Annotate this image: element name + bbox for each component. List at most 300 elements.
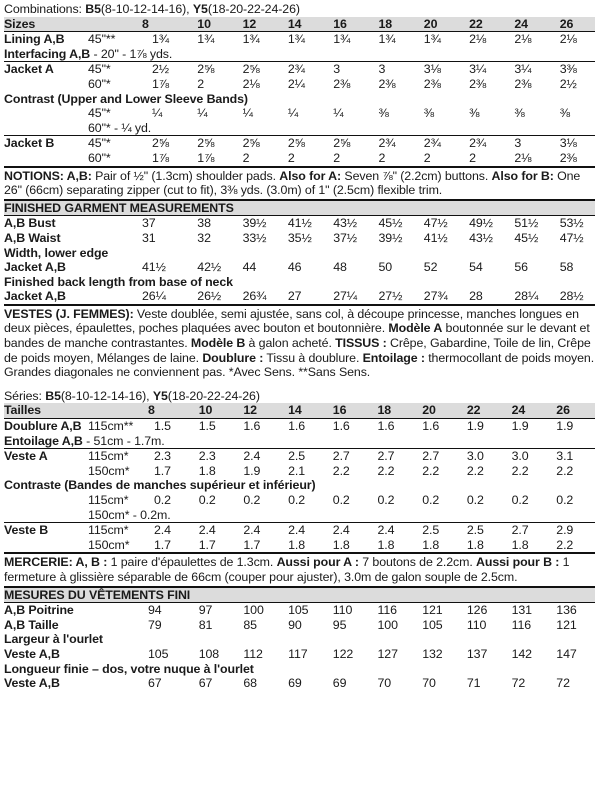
table-cell: à galon acheté. (245, 336, 336, 351)
table-cell: 8 (142, 16, 149, 31)
table-cell: ¼ (333, 106, 344, 121)
table-cell: 90 (288, 617, 302, 632)
table-cell: 41½ (423, 230, 448, 245)
lining-row (4, 31, 595, 47)
doublure-row (4, 418, 595, 434)
table-cell: 1.8 (332, 537, 350, 552)
table-cell: 60"* (88, 150, 111, 165)
table-cell: Sizes (4, 16, 36, 31)
table-cell: 56 (514, 260, 528, 275)
table-cell: 45½ (378, 216, 403, 231)
table-cell: 150cm* (88, 537, 130, 552)
table-cell: 22 (466, 403, 481, 418)
table-cell: 121 (422, 603, 443, 618)
table-cell: 115cm* (88, 523, 129, 538)
table-cell: 116 (511, 617, 532, 632)
table-cell: 108 (198, 646, 220, 661)
table-cell: 110 (466, 617, 487, 632)
table-cell: Y5 (152, 388, 168, 403)
table-cell: One 26" (66cm) separating zipper (cut to fit), 3⅜ yds. (3.0m) of 1" (2.5cm) flexible trim. (4, 168, 581, 198)
table-cell: 53½ (559, 216, 584, 231)
table-cell: 1⅞ (197, 150, 215, 165)
table-cell: A,B Taille (4, 617, 59, 632)
table-cell: 1.8 (511, 537, 529, 552)
table-cell: Jacket A,B (4, 289, 66, 304)
table-cell: 2⅛ (242, 76, 260, 91)
table-cell: 1.9 (511, 419, 529, 434)
table-cell: 3⅜ (559, 62, 577, 77)
table-cell: 1.8 (288, 537, 306, 552)
interfacing-row (4, 47, 595, 62)
contrast-label: Contrast (Upper and Lower Sleeve Bands) (4, 91, 248, 106)
table-cell: 2.4 (288, 523, 306, 538)
table-cell: 32 (197, 230, 211, 245)
notions-paragraph (4, 166, 595, 199)
jacket-b-row-1 (4, 135, 595, 151)
table-cell: 71 (466, 676, 481, 691)
table-cell: 10 (198, 403, 213, 418)
table-cell: 0.2 (556, 493, 574, 507)
jacket-b-row-2 (4, 151, 595, 166)
table-cell: ¼ (242, 106, 253, 121)
table-cell: B5 (45, 388, 61, 403)
table-cell: 1.6 (332, 419, 350, 434)
spacer-cell (4, 538, 88, 553)
table-cell: 2⅝ (242, 62, 260, 77)
table-cell: 2.2 (511, 463, 529, 478)
table-cell: 3¼ (469, 62, 487, 77)
table-cell: 2⅛ (559, 32, 577, 47)
table-cell: 2.9 (556, 523, 574, 538)
contrast-note: 60"* - ¼ yd. (88, 120, 152, 135)
table-cell: Jacket B (4, 136, 55, 151)
table-cell: 49½ (469, 216, 493, 231)
table-cell: 2.4 (243, 523, 261, 538)
table-cell: ⅜ (423, 106, 435, 121)
table-cell: 27¼ (333, 289, 358, 304)
table-cell: 16 (332, 403, 347, 418)
table-cell: 3⅛ (423, 62, 441, 77)
table-cell: 81 (198, 617, 213, 632)
table-cell: 2 (469, 150, 476, 165)
table-cell: 79 (148, 617, 162, 632)
table-cell: 28½ (559, 289, 584, 304)
veste-b-row-1 (4, 522, 595, 538)
table-cell: 2 (197, 76, 205, 91)
table-cell: 131 (511, 603, 532, 618)
table-cell: 1.8 (377, 537, 395, 552)
jacket-length-row (4, 289, 595, 304)
table-cell: 47½ (559, 230, 584, 245)
table-cell: Aussi pour A : (276, 555, 359, 570)
contraste-row (4, 493, 595, 508)
table-cell: 12 (243, 403, 257, 418)
table-cell: 105 (422, 617, 443, 632)
table-cell: 41½ (287, 216, 312, 231)
table-cell: (8-10-12-14-16), (60, 388, 150, 403)
table-cell: 2.4 (332, 523, 350, 538)
table-cell: 0.2 (243, 493, 261, 507)
table-cell: 122 (332, 646, 354, 661)
table-cell: 115cm* (88, 493, 129, 507)
table-cell: 2.4 (198, 523, 216, 538)
table-cell: 2¾ (423, 136, 441, 151)
table-cell: ¼ (152, 106, 163, 121)
table-cell: (18-20-22-24-26) (167, 388, 260, 403)
table-cell: Interfacing A,B (4, 46, 91, 61)
table-cell: 2⅜ (469, 76, 487, 91)
table-cell: Modèle B (190, 336, 246, 351)
table-cell: 24 (511, 403, 526, 418)
table-cell: 44 (242, 260, 257, 275)
table-cell: 18 (378, 16, 393, 31)
veste-longueur-row (4, 676, 595, 691)
table-cell: ¼ (197, 106, 208, 121)
table-cell: Veste A (4, 449, 48, 464)
table-cell: 115cm* (88, 449, 129, 464)
width-lower-edge-label: Width, lower edge (4, 245, 109, 260)
table-cell: 7 boutons de 2.2cm. (358, 555, 477, 570)
table-cell: 1.6 (243, 419, 261, 434)
table-cell: - 51cm - 1.7m. (82, 433, 165, 448)
table-cell: 0.2 (154, 493, 171, 507)
table-cell: 1.5 (198, 419, 216, 434)
table-cell: 45"** (88, 32, 116, 47)
table-cell: 31 (142, 230, 156, 245)
table-cell: 2 (423, 150, 431, 165)
table-cell: 24 (514, 16, 528, 31)
table-cell: 2¼ (287, 76, 305, 91)
table-cell: ⅜ (469, 106, 480, 121)
table-cell: 28 (469, 289, 483, 304)
table-cell: 2⅝ (152, 136, 170, 151)
table-cell: 85 (243, 617, 257, 632)
contraste-label: Contraste (Bandes de manches supérieur et inférieur) (4, 478, 316, 493)
table-cell: thermocollant de poids moyen. Grandes diagonales ne conviennent pas. *Avec Sens. **Sans Sens. (4, 350, 595, 380)
table-cell: 14 (288, 403, 302, 418)
table-cell: 0.2 (466, 493, 484, 507)
back-length-label: Finished back length from base of neck (4, 274, 233, 289)
table-cell: (18-20-22-24-26) (207, 2, 300, 16)
table-cell: 0.2 (511, 493, 529, 507)
table-cell: 8 (148, 403, 155, 418)
table-cell: Pair of ½" (1.3cm) shoulder pads. (91, 168, 280, 183)
table-cell: 27½ (378, 289, 403, 304)
table-cell: (8-10-12-14-16), (100, 2, 190, 16)
table-cell: 2 (242, 150, 250, 165)
table-cell: 1⅞ (152, 150, 170, 165)
table-cell: 142 (511, 646, 532, 661)
table-cell: 94 (148, 603, 162, 618)
table-cell: 0.2 (422, 493, 440, 507)
mesures-header: MESURES DU VÊTEMENTS FINI (4, 586, 595, 603)
table-cell: 2.4 (154, 523, 171, 538)
table-cell: 2⅝ (242, 136, 260, 151)
table-cell: A,B Bust (4, 216, 56, 231)
table-cell: 72 (556, 676, 570, 691)
table-cell: 45"* (88, 136, 111, 151)
table-cell: 58 (559, 260, 574, 275)
table-cell: VESTES (J. FEMMES): (4, 306, 134, 321)
table-cell: 3 (378, 62, 386, 77)
table-cell: 2½ (152, 62, 170, 77)
table-cell: 2.2 (556, 537, 574, 552)
table-cell: Séries: (4, 388, 42, 403)
table-cell: Tailles (4, 403, 41, 418)
table-cell: 60"* (88, 76, 111, 91)
table-cell: 105 (288, 603, 309, 618)
veste-a-row-1 (4, 448, 595, 464)
table-cell: 2.2 (466, 463, 484, 478)
table-cell: 1¾ (423, 32, 441, 47)
table-cell: 1.6 (422, 419, 440, 434)
table-cell: A,B Poitrine (4, 603, 74, 618)
table-cell: 16 (333, 16, 347, 31)
veste-largeur-row (4, 647, 595, 662)
table-cell: 2.2 (556, 463, 574, 478)
table-cell: 14 (287, 16, 302, 31)
table-cell: Doublure A,B (4, 419, 82, 434)
table-cell: 20 (422, 403, 436, 418)
table-cell: Lining A,B (4, 32, 65, 47)
jacket-a-row-2 (4, 77, 595, 92)
table-cell: 0.2 (198, 493, 216, 507)
table-cell: 132 (422, 646, 443, 661)
mercerie-paragraph (4, 552, 595, 585)
table-cell: 2⅜ (559, 150, 577, 165)
table-cell: 2⅝ (287, 136, 305, 151)
table-cell: NOTIONS: A,B: (4, 168, 92, 183)
table-cell: 105 (148, 646, 169, 661)
table-cell: 39½ (378, 230, 403, 245)
table-cell: 2⅜ (514, 76, 532, 91)
table-cell: 2.4 (243, 449, 261, 464)
table-cell: 1.5 (154, 419, 171, 434)
table-cell: Tissu à doublure. (263, 350, 363, 365)
spacer-cell (4, 151, 88, 166)
table-cell: A,B Waist (4, 230, 61, 245)
table-cell: B5 (85, 2, 101, 16)
table-cell: 2⅜ (378, 76, 396, 91)
table-cell: 46 (287, 260, 302, 275)
table-cell: 112 (243, 646, 263, 661)
table-cell: Veste doublée, semi ajustée, sans col, à découpe princesse, manches longues en deux pièces, épaulettes, poches plaquées avec bouton et boutonnière. (4, 306, 579, 336)
table-cell: 1.9 (556, 419, 574, 434)
table-cell: Modèle A (388, 321, 443, 336)
table-cell: Doublure : (202, 350, 264, 365)
waist-row (4, 231, 595, 246)
table-cell: Veste A,B (4, 676, 60, 691)
table-cell: 67 (148, 676, 162, 691)
table-cell: 2.7 (377, 449, 395, 464)
table-cell: 26¼ (142, 289, 166, 304)
table-cell: - 20" - 1⅞ yds. (90, 46, 173, 61)
table-cell: 1¾ (152, 32, 170, 47)
table-cell: Y5 (192, 2, 208, 16)
table-cell: 1 fermeture à glissière séparable de 66cm (couper pour ajuster), 3.0m de galon souple de 2.5cm. (4, 555, 570, 584)
table-cell: 3⅛ (559, 136, 577, 151)
table-cell: 33½ (242, 230, 267, 245)
table-cell: 2.2 (377, 463, 395, 478)
table-cell: 2.3 (198, 449, 216, 464)
table-cell: 3.0 (466, 449, 484, 464)
table-cell: ⅜ (378, 106, 389, 121)
table-cell: 45"* (88, 106, 111, 121)
table-cell: 67 (198, 676, 213, 691)
table-cell: 117 (288, 646, 308, 661)
table-cell: 45½ (514, 230, 539, 245)
table-cell: 2 (333, 150, 340, 165)
table-cell: 2½ (559, 76, 577, 91)
vestes-paragraph (4, 304, 595, 381)
longueur-label: Longueur finie – dos, votre nuque à l'ourlet (4, 661, 254, 676)
taille-row (4, 618, 595, 633)
table-cell: 0.2 (332, 493, 350, 507)
table-cell: 27¾ (423, 289, 448, 304)
table-cell: 26½ (197, 289, 222, 304)
table-cell: Crêpe, Gabardine, Toile de lin, Crêpe de poids moyen, Mélanges de laine. (4, 336, 591, 365)
table-cell: 2.5 (422, 523, 440, 538)
table-cell: 3 (514, 136, 522, 151)
table-cell: 43½ (469, 230, 493, 245)
table-cell: 150cm* (88, 463, 130, 478)
table-cell: 2⅛ (514, 150, 532, 165)
table-cell: 137 (466, 646, 488, 661)
table-cell: 100 (243, 603, 264, 618)
table-cell: 1 paire d'épaulettes de 1.3cm. (107, 555, 277, 570)
table-cell: 52 (423, 260, 438, 275)
table-cell: Aussi pour B : (476, 555, 560, 570)
table-cell: 1.8 (466, 537, 484, 552)
jacket-a-row-1 (4, 61, 595, 77)
table-cell: 3 (333, 62, 340, 77)
table-cell: 2¾ (378, 136, 396, 151)
table-cell: 0.2 (288, 493, 306, 507)
table-cell: 2 (378, 150, 386, 165)
table-cell: 26 (556, 403, 570, 418)
table-cell: 126 (466, 603, 488, 618)
tailles-header-row (4, 403, 595, 418)
table-cell: 69 (332, 676, 347, 691)
table-cell: 2.1 (288, 463, 306, 478)
table-cell: 37½ (333, 230, 358, 245)
spacer-cell (4, 106, 88, 121)
table-cell: 2.7 (511, 523, 529, 538)
table-cell: 1.7 (243, 537, 261, 552)
table-cell: Veste A,B (4, 646, 60, 661)
table-cell: 2⅝ (333, 136, 351, 151)
table-cell: 28¼ (514, 289, 539, 304)
table-cell: 110 (332, 603, 353, 618)
table-cell: 2 (287, 150, 295, 165)
contraste-note: 150cm* - 0.2m. (88, 507, 171, 522)
spacer-cell (4, 77, 88, 92)
table-cell: 2⅜ (333, 76, 351, 91)
poitrine-row (4, 602, 595, 618)
table-cell: 2.5 (466, 523, 484, 538)
table-cell: MERCERIE: A, B : (4, 555, 108, 570)
table-cell: Jacket A (4, 62, 54, 77)
table-cell: 147 (556, 646, 577, 661)
veste-b-row-2 (4, 538, 595, 553)
table-cell: boutonnée sur le devant et bandes de manche contrastantes. (4, 321, 590, 351)
table-cell: 18 (377, 403, 392, 418)
table-cell: 136 (556, 603, 577, 618)
table-cell: Also for A: (279, 168, 342, 183)
table-cell: 1¾ (287, 32, 305, 47)
table-cell: 51½ (514, 216, 539, 231)
table-cell: 115cm** (88, 419, 134, 434)
table-cell: 2.5 (288, 449, 306, 464)
table-cell: 22 (469, 16, 483, 31)
table-cell: 1⅞ (152, 76, 170, 91)
table-cell: 41½ (142, 260, 166, 275)
table-cell: 2.3 (154, 449, 171, 464)
table-cell: 3.1 (556, 449, 574, 464)
table-cell: Entoilage A,B (4, 433, 83, 448)
largeur-label: Largeur à l'ourlet (4, 632, 103, 647)
table-cell: 3¼ (514, 62, 532, 77)
table-cell: 69 (288, 676, 302, 691)
table-cell: 1¾ (333, 32, 351, 47)
table-cell: 1.6 (377, 419, 395, 434)
table-cell: 1.7 (154, 537, 171, 552)
table-cell: Also for B: (491, 168, 554, 183)
table-cell: 2⅜ (423, 76, 441, 91)
table-cell: ⅜ (514, 106, 525, 121)
table-cell: 70 (422, 676, 436, 691)
contrast-row (4, 106, 595, 121)
bust-row (4, 215, 595, 231)
table-cell: 97 (198, 603, 213, 618)
table-cell: Seven ⅞" (2.2cm) buttons. (341, 168, 492, 183)
table-cell: 68 (243, 676, 257, 691)
table-cell: 12 (242, 16, 257, 31)
table-cell: 1.8 (198, 463, 216, 478)
table-cell: 1¾ (197, 32, 215, 47)
combinations-line (4, 2, 595, 17)
table-cell: 26 (559, 16, 574, 31)
spacer-cell (4, 464, 88, 479)
table-cell: 1.9 (243, 463, 261, 478)
table-cell: 1.7 (154, 463, 171, 478)
table-cell: 45"* (88, 62, 111, 77)
table-cell: 70 (377, 676, 392, 691)
spacer-cell (4, 493, 88, 508)
table-cell: 42½ (197, 260, 222, 275)
table-cell: 48 (333, 260, 347, 275)
table-cell: 1¾ (378, 32, 396, 47)
table-cell: 0.2 (377, 493, 395, 507)
table-cell: 39½ (242, 216, 267, 231)
table-cell: 1¾ (242, 32, 260, 47)
table-cell: 2¾ (287, 62, 305, 77)
table-cell: 50 (378, 260, 393, 275)
table-cell: ¼ (287, 106, 299, 121)
table-cell: 2.4 (377, 523, 395, 538)
table-cell: 2.7 (422, 449, 440, 464)
table-cell: 2.2 (422, 463, 440, 478)
table-cell: 72 (511, 676, 526, 691)
table-cell: Combinations: (4, 2, 82, 16)
table-cell: 2.2 (332, 463, 350, 478)
table-cell: 10 (197, 16, 211, 31)
table-cell: 27 (287, 289, 302, 304)
table-cell: 121 (556, 617, 577, 632)
table-cell: 2¾ (469, 136, 487, 151)
sizes-header-row (4, 17, 595, 32)
table-cell: 43½ (333, 216, 358, 231)
